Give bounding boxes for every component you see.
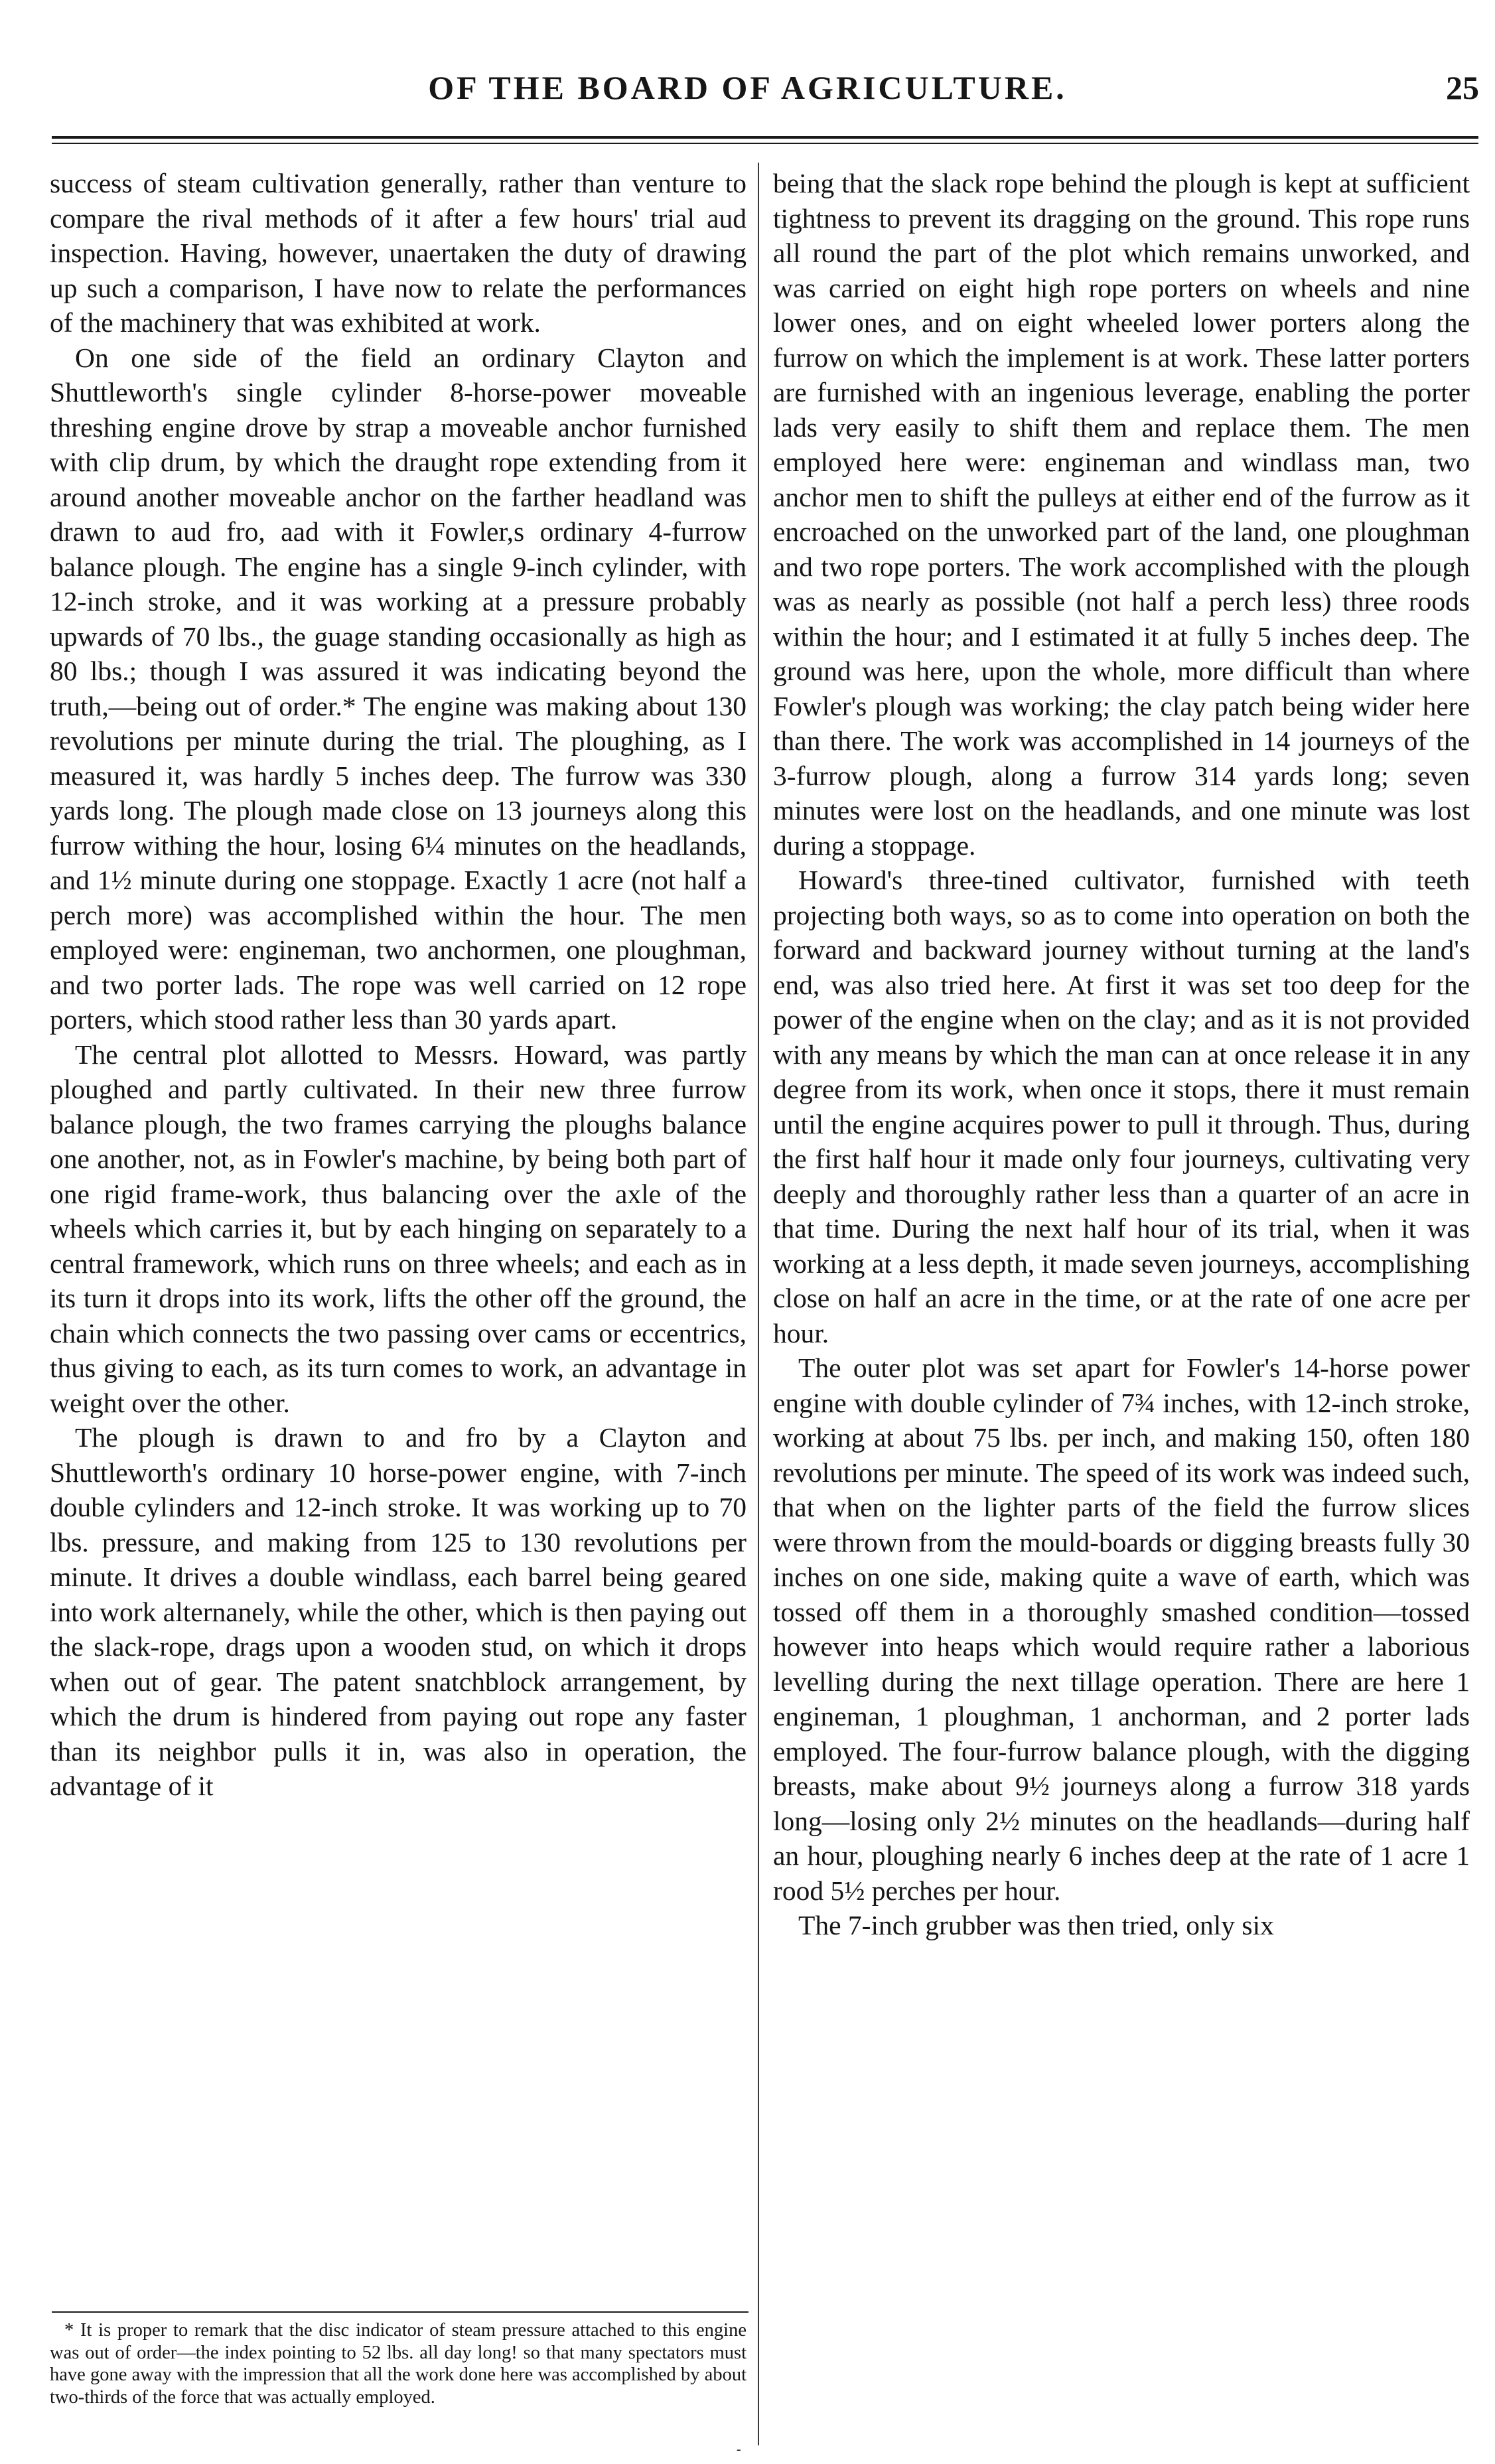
paragraph: On one side of the field an ordinary Clayton and Shuttleworth's single cylinder 8-horse-power moveable threshing engine drove by strap a moveable anchor furnished with clip drum, by which the draught rope extending from it around another moveable anchor on the farther headland was drawn to aud fro, aad with it Fowler,s ordinary 4-furrow balance plough. The engine has a single 9-inch cylinder, with 12-inch stroke, and it was working at a pressure probably upwards of 70 lbs., the guage standing occasionally as high as 80 lbs.; though I was assured it was indicating beyond the truth,—being out of order.* The engine was making about 130 revolutions per minute during the trial. The ploughing, as I measured it, was hardly 5 inches deep. The furrow was 330 yards long. The plough made close on 13 journeys along this furrow withing the hour, losing 6¼ minutes on the headlands, and 1½ minute during one stoppage. Exactly 1 acre (not half a perch more) was accomplished within the hour. The men employed were: engineman, two anchormen, one ploughman, and two porter lads. The rope was well carried on 12 rope porters, which stood rather less than 30 yards apart. [50, 342, 747, 1035]
footnote [50, 2319, 747, 2408]
page-header [0, 63, 1495, 123]
page-number: 25 [1446, 69, 1479, 106]
paragraph: The central plot allotted to Messrs. Howard, was partly ploughed and partly cultivated. In their new three furrow balance plough, the two frames carrying the ploughs balance one another, not, as in Fowler's machine, by being both part of one rigid frame-work, thus balancing over the axle of the wheels which carries it, but by each hinging on separately to a central framework, which runs on three wheels; and each as in its turn it drops into its work, lifts the other off the ground, the chain which connects the two passing over cams or eccentrics, thus giving to each, as its turn comes to work, an advantage in weight over the other. [50, 1039, 747, 1418]
column-divider [758, 163, 759, 2445]
bottom-mark: - [737, 2442, 741, 2457]
paragraph: The plough is drawn to and fro by a Clayton and Shuttleworth's ordinary 10 horse-power engine, with 7-inch double cylinders and 12-inch stroke. It was working up to 70 lbs. pressure, and making from 125 to 130 revolutions per minute. It drives a double windlass, each barrel being geared into work alternanely, while the other, which is then paying out the slack-rope, drags upon a wooden stud, on which it drops when out of gear. The patent snatchblock arrangement, by which the drum is hindered from paying out rope any faster than its neighbor pulls it in, was also in operation, the advantage of it [50, 1422, 747, 1801]
right-column [773, 166, 1470, 2449]
header-rule-thin [52, 143, 1478, 144]
running-title: OF THE BOARD OF AGRICULTURE. [428, 69, 1067, 106]
footnote-text: * It is proper to remark that the disc indicator of steam pressure attached to this engine was out of order—the index pointing to 52 lbs. all day long! so that many spectators must have gone away with the impression that all the work done here was accomplished by about two-thirds of the force that was actually employed. [50, 2320, 747, 2408]
paragraph: The 7-inch grubber was then tried, only six [798, 1910, 1274, 1940]
paragraph: being that the slack rope behind the plough is kept at sufficient tightness to prevent its dragging on the ground. This rope runs all round the part of the plot which remains unworked, and was carried on eight high rope porters on wheels and nine lower ones, and on eight wheeled lower porters along the furrow on which the implement is at work. These latter porters are furnished with an ingenious leverage, enabling the porter lads very easily to shift them and replace them. The men employed here were: engineman and windlass man, two anchor men to shift the pulleys at either end of the furrow as it encroached on the unworked part of the land, one ploughman and two rope porters. The work accomplished with the plough was as nearly as possible (not half a perch less) three roods within the hour; and I estimated it at fully 5 inches deep. The ground was here, upon the whole, more difficult than where Fowler's plough was working; the clay patch being wider here than there. The work was accomplished in 14 journeys of the 3-furrow plough, along a furrow 314 yards long; seven minutes were lost on the headlands, and one minute was lost during a stoppage. [773, 168, 1470, 861]
header-rule-thick [52, 136, 1478, 139]
paragraph: The outer plot was set apart for Fowler's 14-horse power engine with double cylinder of 7¾ inches, with 12-inch stroke, working at about 75 lbs. per inch, and making 150, often 180 revolutions per minute. The speed of its work was indeed such, that when on the lighter parts of the field the furrow slices were thrown from the mould-boards or digging breasts fully 30 inches on one side, making quite a wave of earth, which was tossed off them in a thoroughly smashed condition—tossed however into heaps which would require rather a laborious levelling during the next tillage operation. There are here 1 engineman, 1 ploughman, 1 anchorman, and 2 porter lads employed. The four-furrow balance plough, with the digging breasts, make about 9½ journeys along a furrow 318 yards long—losing only 2½ minutes on the headlands—during half an hour, ploughing nearly 6 inches deep at the rate of 1 acre 1 rood 5½ perches per hour. [773, 1352, 1470, 1906]
left-column [50, 166, 747, 2303]
paragraph: Howard's three-tined cultivator, furnished with teeth projecting both ways, so as to come into operation on both the forward and backward journey without turning at the land's end, was also tried here. At first it was set too deep for the power of the engine when on the clay; and as it is not provided with any means by which the man can at once release it in any degree from its work, when once it stops, there it must remain until the engine acquires power to pull it through. Thus, during the first half hour it made only four journeys, cultivating very deeply and thoroughly rather less than a quarter of an acre in that time. During the next half hour of its trial, when it was working at a less depth, it made seven journeys, accomplishing close on half an acre in the time, or at the rate of one acre per hour. [773, 865, 1470, 1348]
footnote-rule [52, 2311, 748, 2313]
paragraph: success of steam cultivation generally, rather than venture to compare the rival methods of it after a few hours' trial aud inspection. Having, however, unaertaken the duty of drawing up such a comparison, I have now to relate the performances of the machinery that was exhibited at work. [50, 168, 747, 338]
